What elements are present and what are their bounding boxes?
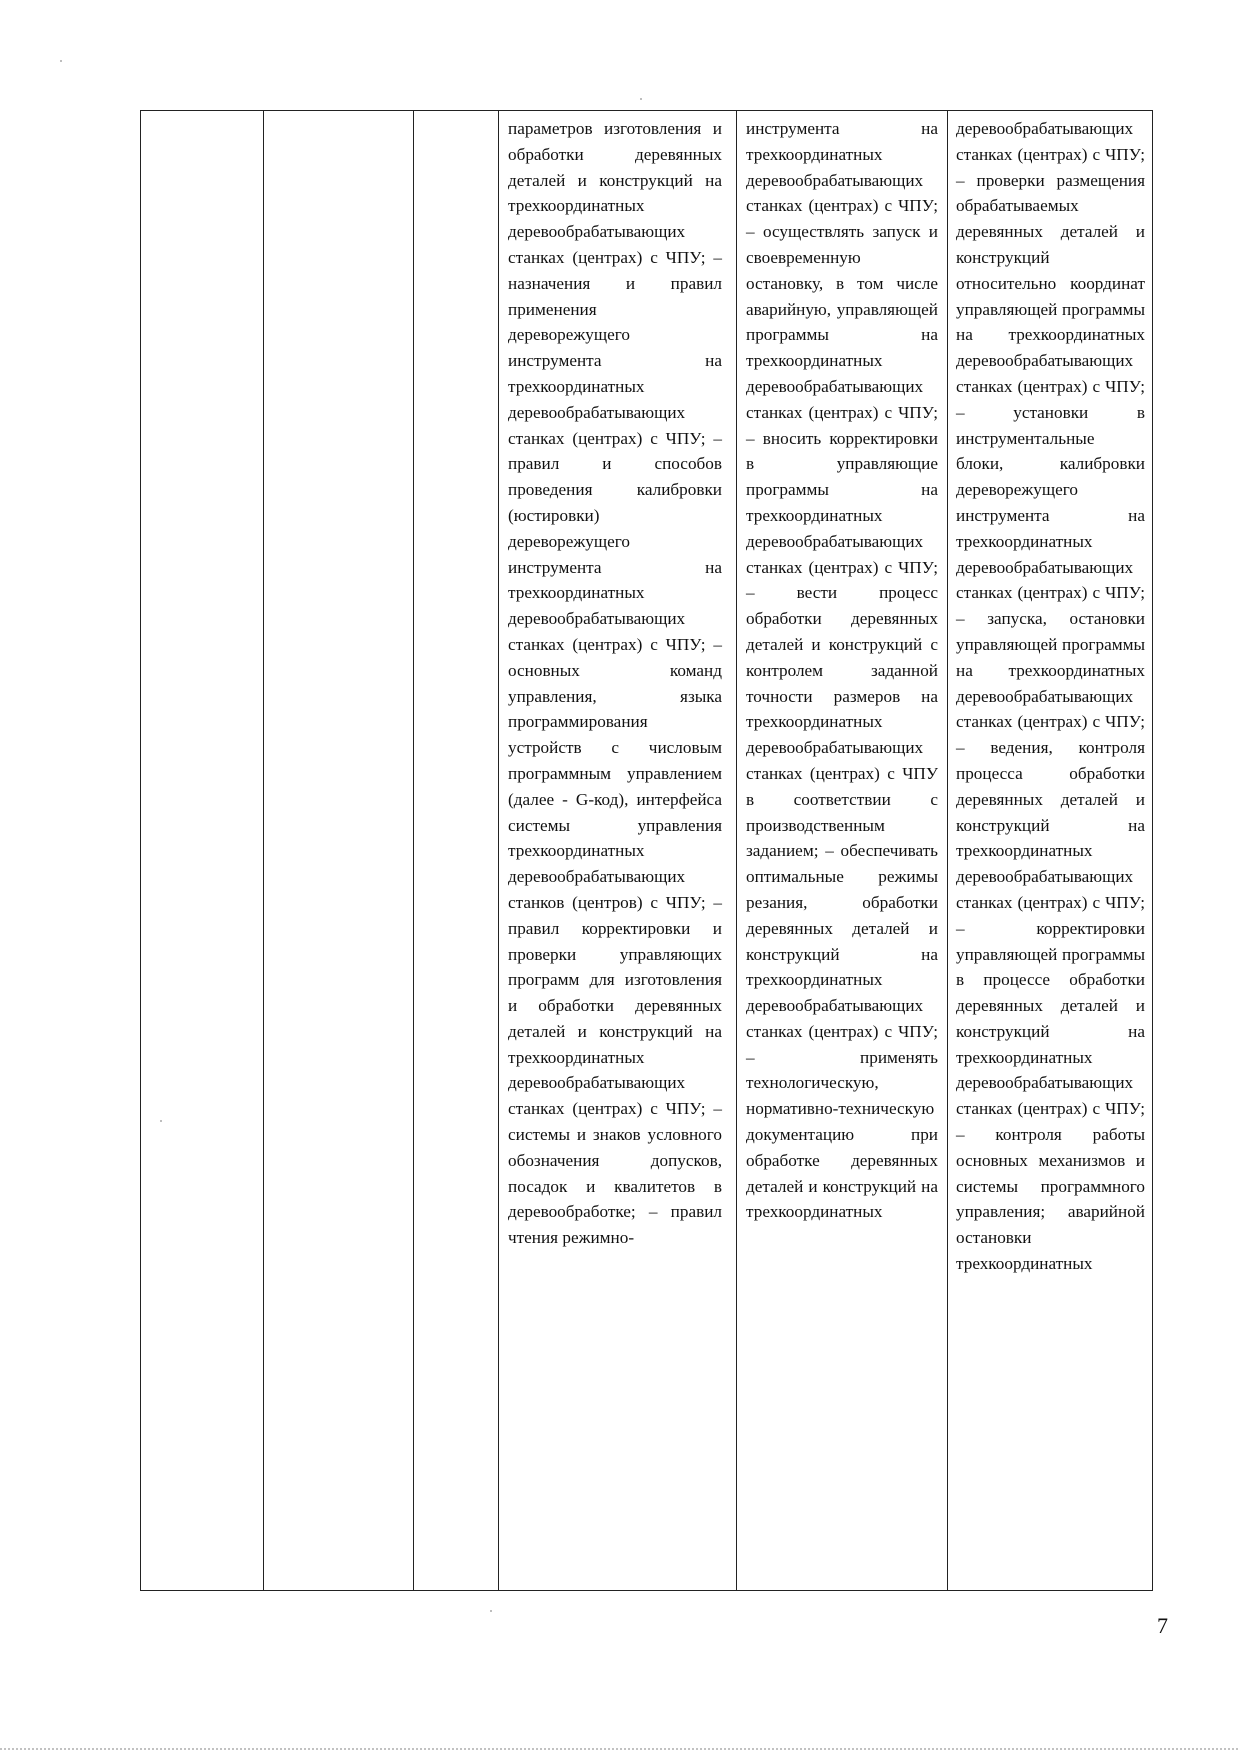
practical-experience-column-text: деревообрабатывающих станках (центрах) с ЧПУ; – проверки размещения обрабатываемых деревянных деталей и конструкций относительно координат управляющей программы на трехкоординатных деревообрабатывающих станках (центрах) с ЧПУ; – установки в инструментальные блоки, калибровки дереворежущего инструмента на трехкоординатных деревообрабатывающих станках (центрах) с ЧПУ; – запуска, остановки управляющей программы на трехкоординатных деревообрабатывающих станках (центрах) с ЧПУ; – ведения, контроля процесса обработки деревянных деталей и конструкций на трехкоординатных деревообрабатывающих станках (центрах) с ЧПУ; – корректировки управляющей программы в процессе обработки деревянных деталей и конструкций на трехкоординатных деревообрабатывающих станках (центрах) с ЧПУ; – контроля работы основных механизмов и системы программного управления; аварийной остановки трехкоординатных	[956, 119, 1145, 1274]
table-column-divider-5	[947, 111, 948, 1590]
skills-column-text: инструмента на трехкоординатных деревообрабатывающих станках (центрах) с ЧПУ; – осуществлять запуск и своевременную остановку, в том числе аварийную, управляющей программы на трехкоординатных деревообрабатывающих станках (центрах) с ЧПУ; – вносить корректировки в управляющие программы на трехкоординатных деревообрабатывающих станках (центрах) с ЧПУ; – вести процесс обработки деревянных деталей и конструкций с контролем заданной точности размеров на трехкоординатных деревообрабатывающих станках (центрах) с ЧПУ в соответствии с производственным заданием; – обеспечивать оптимальные режимы резания, обработки деревянных деталей и конструкций на трехкоординатных деревообрабатывающих станках (центрах) с ЧПУ; – применять технологическую, нормативно-техническую документацию при обработке деревянных деталей и конструкций на трехкоординатных	[746, 119, 938, 1222]
page-number: 7	[1157, 1613, 1168, 1638]
table-column-divider-3	[498, 111, 499, 1590]
knowledge-column-text: параметров изготовления и обработки деревянных деталей и конструкций на трехкоординатных деревообрабатывающих станках (центрах) с ЧПУ; – назначения и правил применения дереворежущего инструмента на трехкоординатных деревообрабатывающих станках (центрах) с ЧПУ; – правил и способов проведения калибровки (юстировки) дереворежущего инструмента на трехкоординатных деревообрабатывающих станках (центрах) с ЧПУ; – основных команд управления, языка программирования устройств с числовым программным управлением (далее - G-код), интерфейса системы управления трехкоординатных деревообрабатывающих станков (центров) с ЧПУ; – правил корректировки и проверки управляющих программ для изготовления и обработки деревянных деталей и конструкций на трехкоординатных деревообрабатывающих станках (центрах) с ЧПУ; – системы и знаков условного обозначения допусков, посадок и квалитетов в деревообработке; – правил чтения режимно-	[508, 119, 722, 1248]
scan-speck	[160, 1120, 162, 1122]
scan-speck	[640, 98, 642, 100]
table-column-divider-2	[413, 111, 414, 1590]
table-column-divider-4	[736, 111, 737, 1590]
competency-table	[140, 110, 1153, 1591]
scan-speck	[490, 1610, 492, 1612]
scan-edge-line	[0, 1748, 1238, 1750]
scan-speck	[60, 60, 62, 62]
table-column-divider-1	[263, 111, 264, 1590]
